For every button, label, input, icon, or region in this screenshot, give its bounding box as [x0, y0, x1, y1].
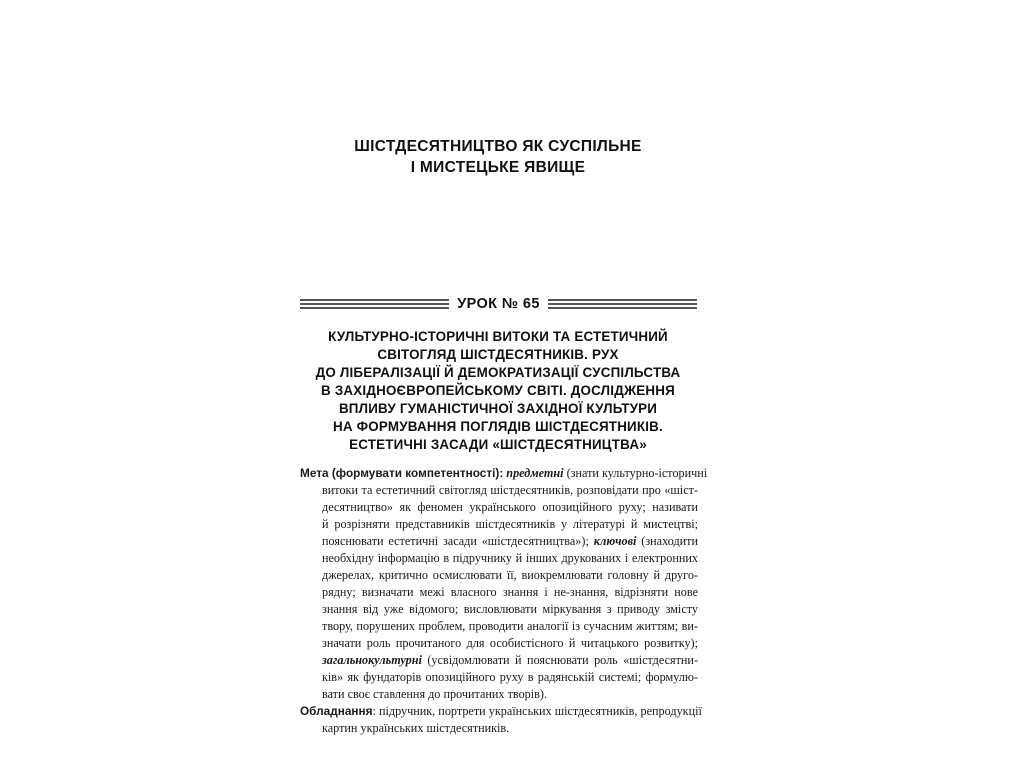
lesson-number: УРОК № 65: [457, 296, 540, 312]
goal-line: десятництво» як феномен українського опозиційного руху; називати: [322, 500, 698, 514]
goal-key-term: ключові: [593, 534, 637, 548]
equipment-line: [300, 703, 702, 720]
goal-line: необхідну інформацію в підручнику й інших друкованих і електронних: [322, 551, 698, 565]
goal-subject-term: предметні: [506, 466, 564, 480]
lesson-goals: [300, 465, 708, 737]
equipment-colon: :: [372, 704, 376, 718]
lesson-topic-line: КУЛЬТУРНО-ІСТОРИЧНІ ВИТОКИ ТА ЕСТЕТИЧНИЙ: [328, 329, 668, 344]
goal-line: знання від уже відомого; висловлювати міркування з приводу змісту: [322, 602, 698, 616]
goal-line: рядну; визначати межі власного знання і не-знання, відрізняти нове: [322, 585, 698, 599]
equipment-label: Обладнання: [300, 704, 373, 718]
lesson-topic-line: В ЗАХІДНОЄВРОПЕЙСЬКОМУ СВІТІ. ДОСЛІДЖЕННЯ: [321, 383, 675, 398]
goal-text: (знати культурно-історичні: [566, 466, 708, 480]
goal-line: [300, 533, 698, 550]
goal-text: пояснювати естетичні засади «шістдесятництва»);: [322, 534, 589, 548]
goal-label: Мета (формувати компетентності):: [300, 466, 504, 480]
chapter-title-line: І МИСТЕЦЬКЕ ЯВИЩЕ: [410, 159, 586, 176]
lesson-topic-line: СВІТОГЛЯД ШІСТДЕСЯТНИКІВ. РУХ: [377, 347, 619, 362]
goal-line: витоки та естетичний світогляд шістдесятників, розповідати про «шіст-: [322, 483, 698, 497]
goal-line: [300, 652, 698, 669]
goal-line: [300, 465, 708, 482]
goal-text: (знаходити: [641, 534, 699, 548]
goal-line: й розрізняти представників шістдесятників у літературі й мистецтві;: [322, 517, 698, 531]
goal-text: (усвідомлювати й пояснювати роль «шістдесятни-: [427, 653, 699, 667]
lesson-topic-line: ВПЛИВУ ГУМАНІСТИЧНОЇ ЗАХІДНОЇ КУЛЬТУРИ: [338, 401, 658, 416]
goal-line: значати роль прочитаного для особистісного й читацького розвитку);: [322, 636, 698, 650]
decorative-rule-left: [300, 299, 449, 309]
goal-line: джерелах, критично осмислювати її, виокремлювати головну й друго-: [322, 568, 698, 582]
lesson-header: [300, 295, 697, 313]
equipment-text: підручник, портрети українських шістдесятників, репродукції: [378, 704, 702, 718]
chapter-title-line: ШІСТДЕСЯТНИЦТВО ЯК СУСПІЛЬНЕ: [354, 138, 642, 155]
chapter-title: [300, 136, 696, 178]
goal-cultural-term: загальнокультурні: [322, 653, 422, 667]
lesson-topic-line: НА ФОРМУВАННЯ ПОГЛЯДІВ ШІСТДЕСЯТНИКІВ.: [333, 419, 663, 434]
equipment-line: картин українських шістдесятників.: [322, 721, 510, 735]
goal-line: ків» як фундаторів опозиційного руху в радянській системі; формулю-: [322, 670, 698, 684]
lesson-topic-line: ДО ЛІБЕРАЛІЗАЦІЇ Й ДЕМОКРАТИЗАЦІЇ СУСПІЛЬСТВА: [315, 365, 681, 380]
decorative-rule-right: [548, 299, 697, 309]
lesson-topic-line: ЕСТЕТИЧНІ ЗАСАДИ «ШІСТДЕСЯТНИЦТВА»: [349, 437, 647, 452]
lesson-topic: [300, 328, 696, 454]
goal-line: твору, порушених проблем, проводити аналогії із сучасним життям; ви-: [322, 619, 698, 633]
goal-line: вати своє ставлення до прочитаних творів).: [322, 687, 547, 701]
